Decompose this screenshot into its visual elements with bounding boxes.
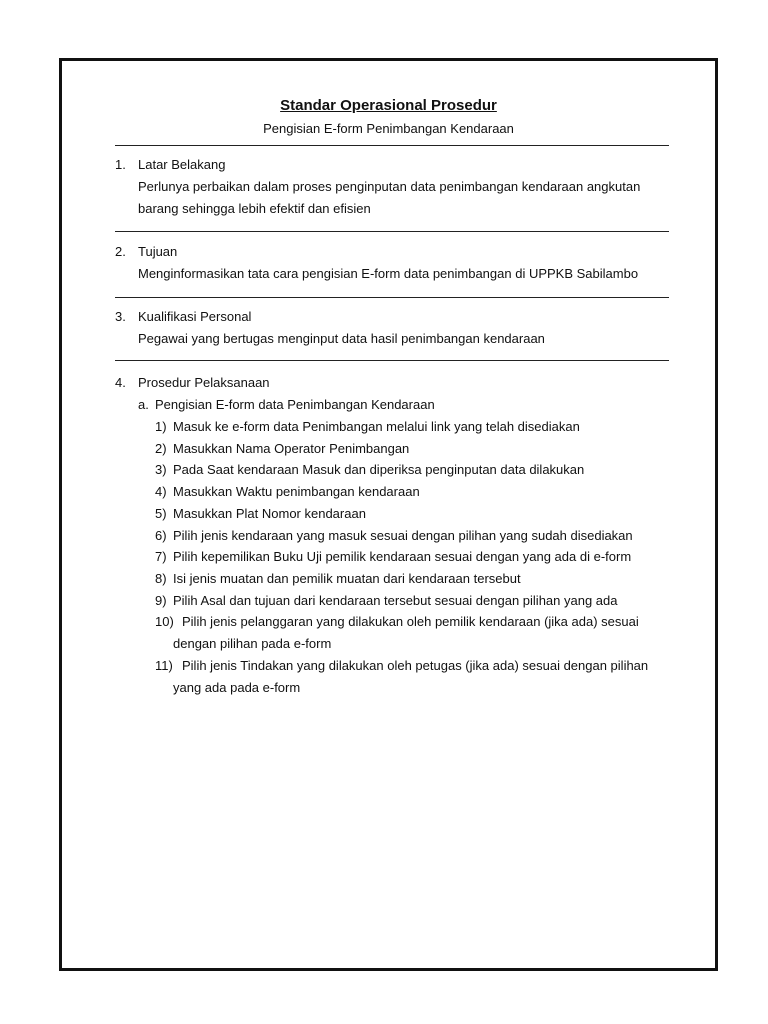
step-text: Masukkan Waktu penimbangan kendaraan [173,484,420,499]
section-body-line: Perlunya perbaikan dalam proses penginputan data penimbangan kendaraan angkutan [138,179,641,194]
step-number: 6) [155,528,167,543]
step-text: Pilih Asal dan tujuan dari kendaraan tersebut sesuai dengan pilihan yang ada [173,593,618,608]
document-title: Standar Operasional Prosedur [280,97,497,114]
divider-rule [115,297,669,298]
step-text: Masukkan Plat Nomor kendaraan [173,506,366,521]
step-text: Masukkan Nama Operator Penimbangan [173,441,410,456]
section-number: 4. [115,375,126,390]
divider-rule [115,360,669,361]
subsection-heading: Pengisian E-form data Penimbangan Kendaraan [155,397,435,412]
step-number: 9) [155,593,167,608]
divider-rule [115,145,669,146]
step-number: 4) [155,484,167,499]
step-text: Pilih kepemilikan Buku Uji pemilik kendaraan sesuai dengan yang ada di e-form [173,549,632,564]
section-heading: Prosedur Pelaksanaan [138,375,270,390]
step-text: yang ada pada e-form [173,680,301,695]
step-number: 7) [155,549,167,564]
step-number: 2) [155,441,167,456]
section-body-line: barang sehingga lebih efektif dan efisien [138,201,371,216]
section-number: 1. [115,157,126,172]
step-number: 3) [155,462,167,477]
step-text: Pada Saat kendaraan Masuk dan diperiksa penginputan data dilakukan [173,462,585,477]
step-text: Pilih jenis Tindakan yang dilakukan oleh petugas (jika ada) sesuai dengan pilihan [182,658,649,673]
section-number: 3. [115,309,126,324]
step-number: 8) [155,571,167,586]
step-text: Isi jenis muatan dan pemilik muatan dari kendaraan tersebut [173,571,521,586]
document-page [59,58,718,971]
step-number: 10) [155,614,174,629]
section-heading: Tujuan [138,244,178,259]
subsection-letter: a. [138,397,149,412]
section-heading: Latar Belakang [138,157,226,172]
step-text: dengan pilihan pada e-form [173,636,332,651]
section-body-line: Pegawai yang bertugas menginput data hasil penimbangan kendaraan [138,331,545,346]
document-subtitle: Pengisian E-form Penimbangan Kendaraan [263,121,514,136]
step-number: 5) [155,506,167,521]
divider-rule [115,231,669,232]
step-number: 1) [155,419,167,434]
step-number: 11) [155,658,173,673]
step-text: Pilih jenis pelanggaran yang dilakukan oleh pemilik kendaraan (jika ada) sesuai [182,614,639,629]
section-number: 2. [115,244,126,259]
section-heading: Kualifikasi Personal [138,309,252,324]
step-text: Pilih jenis kendaraan yang masuk sesuai dengan pilihan yang sudah disediakan [173,528,633,543]
section-body-line: Menginformasikan tata cara pengisian E-form data penimbangan di UPPKB Sabilambo [138,266,639,281]
step-text: Masuk ke e-form data Penimbangan melalui link yang telah disediakan [173,419,580,434]
